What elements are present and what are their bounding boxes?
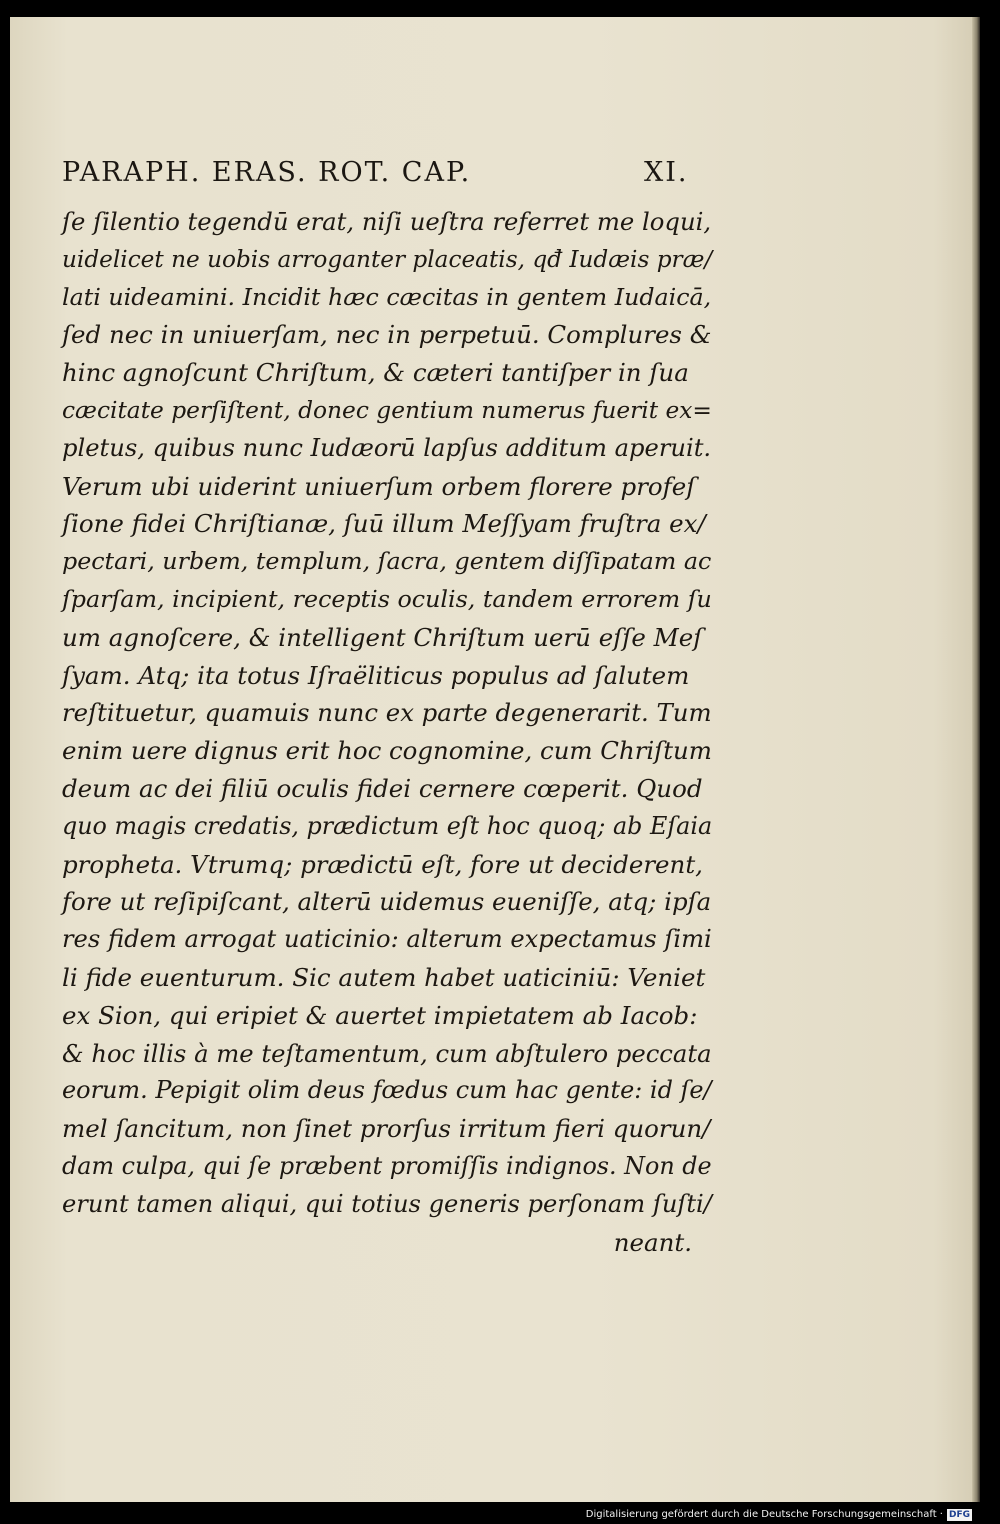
text-line: erunt tamen aliqui, qui totius generis perſonam ſuſti/ (62, 1189, 712, 1218)
text-line: mel ſancitum, non ſinet prorſus irritum fieri quorun/ (62, 1114, 711, 1144)
text-line: pletus, quibus nunc Iudæorū lapſus additum aperuit. (62, 433, 712, 462)
dfg-logo: DFG (948, 1510, 970, 1520)
text-line: lati uideamini. Incidit hæc cæcitas in gentem Iudaicā, (62, 282, 712, 311)
text-line: fore ut reſipiſcant, alterū uidemus eueniſſe, atq; ipſa (62, 887, 712, 917)
text-line: cæcitate perſiſtent, donec gentium numerus fuerit ex= (62, 396, 712, 424)
page-edge (972, 17, 980, 1502)
text-line: res fidem arrogat uaticinio: alterum expectamus ſimi (62, 925, 712, 954)
text-line: um agnoſcere, & intelligent Chriſtum uerū eſſe Meſ (62, 622, 703, 652)
text-line: & hoc illis à me teſtamentum, cum abſtulero peccata (62, 1038, 712, 1068)
text-line: ſe ſilentio tegendū erat, niſi ueſtra referret me loqui, (62, 207, 712, 236)
running-title: PARAPH. ERAS. ROT. CAP. (62, 157, 472, 188)
text-line: ſparſam, incipient, receptis oculis, tandem errorem ſu (62, 584, 712, 613)
text-line: li fide euenturum. Sic autem habet uaticiniū: Veniet (62, 962, 706, 992)
text-line: ſed nec in uniuerſam, nec in perpetuū. Complures & (62, 320, 712, 350)
digitization-credit (586, 1508, 972, 1522)
text-line: propheta. Vtrumq; prædictū eſt, fore ut deciderent, (62, 849, 703, 879)
text-line: ſione fidei Chriſtianæ, ſuū illum Meſſyam fruſtra ex/ (62, 509, 706, 539)
text-line: Verum ubi uiderint uniuerſum orbem florere profeſ (62, 471, 696, 501)
text-line: quo magis credatis, prædictum eſt hoc quoq; ab Eſaia (62, 811, 713, 840)
text-line: dam culpa, qui ſe præbent promiſſis indignos. Non de (62, 1151, 712, 1180)
credit-text: Digitalisierung gefördert durch die Deutsche Forschungsgemeinschaft · (585, 1509, 943, 1520)
text-line: ſyam. Atq; ita totus Iſraëliticus populus ad ſalutem (62, 660, 690, 690)
text-line: hinc agnoſcunt Chriſtum, & cæteri tantiſper in ſua (62, 358, 689, 388)
text-line: pectari, urbem, templum, ſacra, gentem diſſipatam ac (62, 547, 712, 576)
text-line: ex Sion, qui eripiet & auertet impietatem ab Iacob: (62, 1000, 698, 1030)
text-line: enim uere dignus erit hoc cognomine, cum Chriſtum (62, 736, 712, 766)
text-line: deum ac dei filiū oculis fidei cernere cœperit. Quod (62, 773, 703, 803)
text-line: eorum. Pepigit olim deus fœdus cum hac gente: id ſe/ (62, 1076, 712, 1105)
catchword: neant. (613, 1227, 692, 1257)
body-text (62, 203, 712, 1261)
book-page (10, 17, 972, 1502)
text-line: reſtituetur, quamuis nunc ex parte degenerarit. Tum (62, 698, 712, 728)
text-line: uidelicet ne uobis arroganter placeatis, qđ Iudæis præ/ (62, 245, 713, 273)
chapter-number: XI. (644, 157, 689, 188)
